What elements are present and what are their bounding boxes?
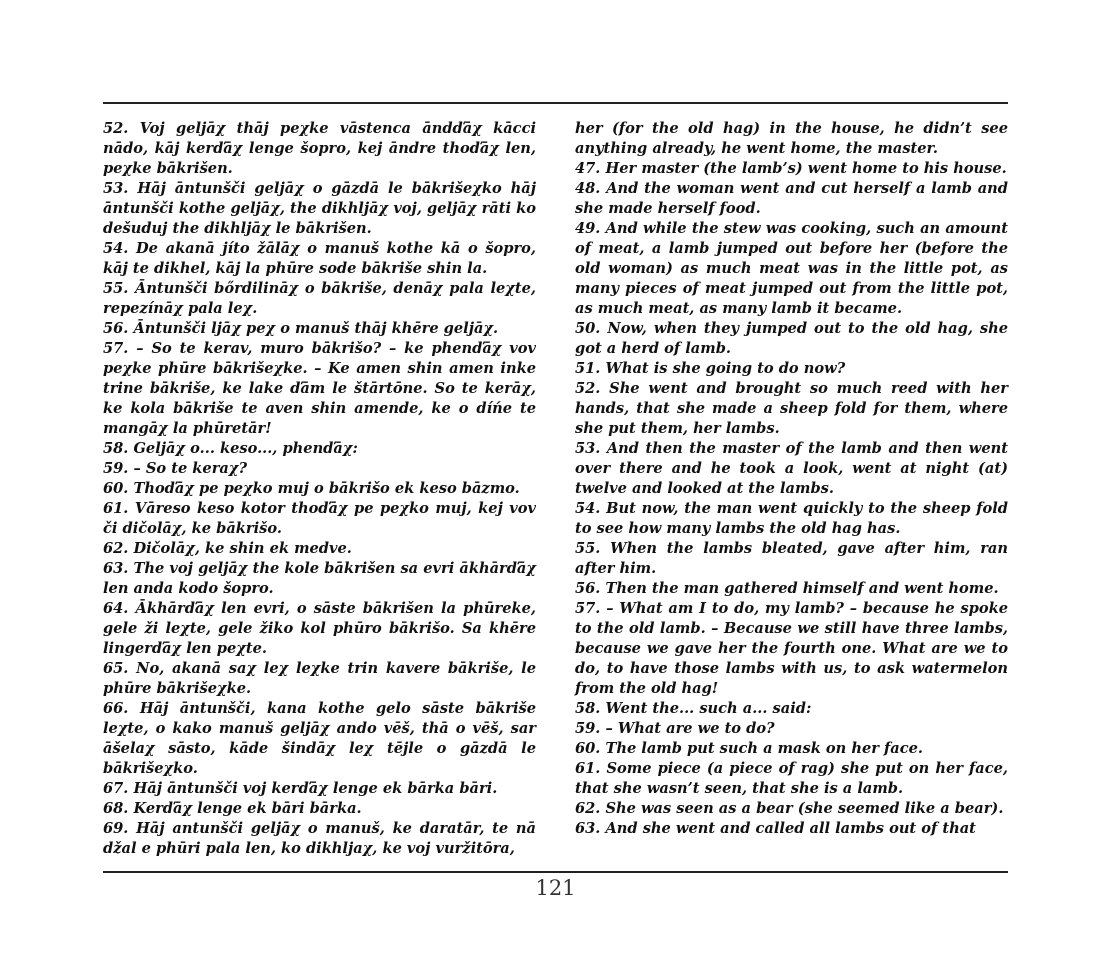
paragraph: 59. – What are we to do? <box>575 720 775 737</box>
paragraph: 61. Vāreso keso kotor thoďāχ pe peχko muj, kej vov či dičolāχ, ke bākrišo. <box>103 500 536 537</box>
paragraph: 53. And then the master of the lamb and then went over there and he took a look, went at night (at) twelve and looked at the lambs. <box>575 440 1008 497</box>
paragraph: 57. – So te kerav, muro bākrišo? – ke phenďāχ vov peχke phūre bākrišeχke. – Ke amen shin amen inke trine bākriše, ke lake ďām le štārtōne. So te kerāχ, ke kola bākriše te aven shin amende, ke o díńe te mangāχ la phūretār! <box>103 340 536 437</box>
paragraph: 62. She was seen as a bear (she seemed like a bear). <box>575 800 1004 817</box>
paragraph: 61. Some piece (a piece of rag) she put on her face, that she wasn’t seen, that she is a lamb. <box>575 760 1008 797</box>
paragraph: 63. The voj geljāχ the kole bākrišen sa evri ākhārďāχ len anda kodo šopro. <box>103 560 536 597</box>
paragraph: 47. Her master (the lamb’s) went home to his house. <box>575 160 1007 177</box>
paragraph: 57. – What am I to do, my lamb? – because he spoke to the old lamb. – Because we still have three lambs, because we gave her the fourth one. What are we to do, to have those lambs with us, to ask watermelon from the old hag! <box>575 600 1008 697</box>
paragraph: 64. Ākhārďāχ len evri, o sāste bākrišen la phūreke, gele ži leχte, gele žiko kol phūro bākrišo. Sa khēre lingerďāχ len peχte. <box>103 600 536 657</box>
english-translation-column <box>575 119 1008 839</box>
paragraph: her (for the old hag) in the house, he didn’t see anything already, he went home, the master. <box>575 120 1008 157</box>
paragraph: 48. And the woman went and cut herself a lamb and she made herself food. <box>575 180 1008 217</box>
page-number: 121 <box>535 876 576 900</box>
paragraph: 69. Hāj antunšči geljāχ o manuš, ke daratār, te nā džal e phūri pala len, ko dikhljaχ, ke voj vuržitōra, <box>103 820 536 857</box>
top-rule <box>103 102 1008 104</box>
paragraph: 65. No, akanā saχ leχ leχke trin kavere bākriše, le phūre bākrišeχke. <box>103 660 536 697</box>
paragraph: 60. The lamb put such a mask on her face. <box>575 740 923 757</box>
paragraph: 58. Geljāχ o... keso..., phenďāχ: <box>103 440 358 457</box>
paragraph: 54. But now, the man went quickly to the sheep fold to see how many lambs the old hag has. <box>575 500 1008 537</box>
paragraph: 60. Thoďāχ pe peχko muj o bākrišo ek keso bāzmo. <box>103 480 520 497</box>
paragraph: 54. De akanā jíto žālāχ o manuš kothe kā o šopro, kāj te dikhel, kāj la phūre sode bākriše shin la. <box>103 240 536 277</box>
paragraph: 63. And she went and called all lambs out of that <box>575 820 976 837</box>
paragraph: 68. Kerďāχ lenge ek bāri bārka. <box>103 800 362 817</box>
paragraph: 52. She went and brought so much reed with her hands, that she made a sheep fold for them, where she put them, her lambs. <box>575 380 1008 437</box>
paragraph: 56. Then the man gathered himself and went home. <box>575 580 999 597</box>
paragraph: 55. When the lambs bleated, gave after him, ran after him. <box>575 540 1008 577</box>
paragraph: 59. – So te keraχ? <box>103 460 247 477</box>
romani-text-column <box>103 119 536 859</box>
paragraph: 67. Hāj āntunšči voj kerďāχ lenge ek bārka bāri. <box>103 780 498 797</box>
paragraph: 66. Hāj āntunšči, kana kothe gelo sāste bākriše leχte, o kako manuš geljāχ ando vēš, thā o vēš, sar āšelaχ sāsto, kāde šindāχ leχ tējle o gāzdā le bākrišeχko. <box>103 700 536 777</box>
paragraph: 51. What is she going to do now? <box>575 360 846 377</box>
paragraph: 49. And while the stew was cooking, such an amount of meat, a lamb jumped out before her (before the old woman) as much meat was in the little pot, as many pieces of meat jumped out from the little pot, as much meat, as many lamb it became. <box>575 220 1008 317</box>
paragraph: 58. Went the... such a... said: <box>575 700 812 717</box>
paragraph: 62. Dičolāχ, ke shin ek medve. <box>103 540 352 557</box>
paragraph: 55. Āntunšči bőrdilināχ o bākriše, denāχ pala leχte, repezínāχ pala leχ. <box>103 280 536 317</box>
paragraph: 52. Voj geljāχ thāj peχke vāstenca āndďāχ kācci nādo, kāj kerďāχ lenge šopro, kej āndre thoďāχ len, peχke bākrišen. <box>103 120 536 177</box>
paragraph: 53. Hāj āntunšči geljāχ o gāzdā le bākrišeχko hāj āntunšči kothe geljāχ, the dikhljāχ voj, geljāχ rāti ko dešuduj the dikhljāχ le bākrišen. <box>103 180 536 237</box>
paragraph: 50. Now, when they jumped out to the old hag, she got a herd of lamb. <box>575 320 1008 357</box>
paragraph: 56. Āntunšči ljāχ peχ o manuš thāj khēre geljāχ. <box>103 320 499 337</box>
bottom-rule <box>103 871 1008 873</box>
